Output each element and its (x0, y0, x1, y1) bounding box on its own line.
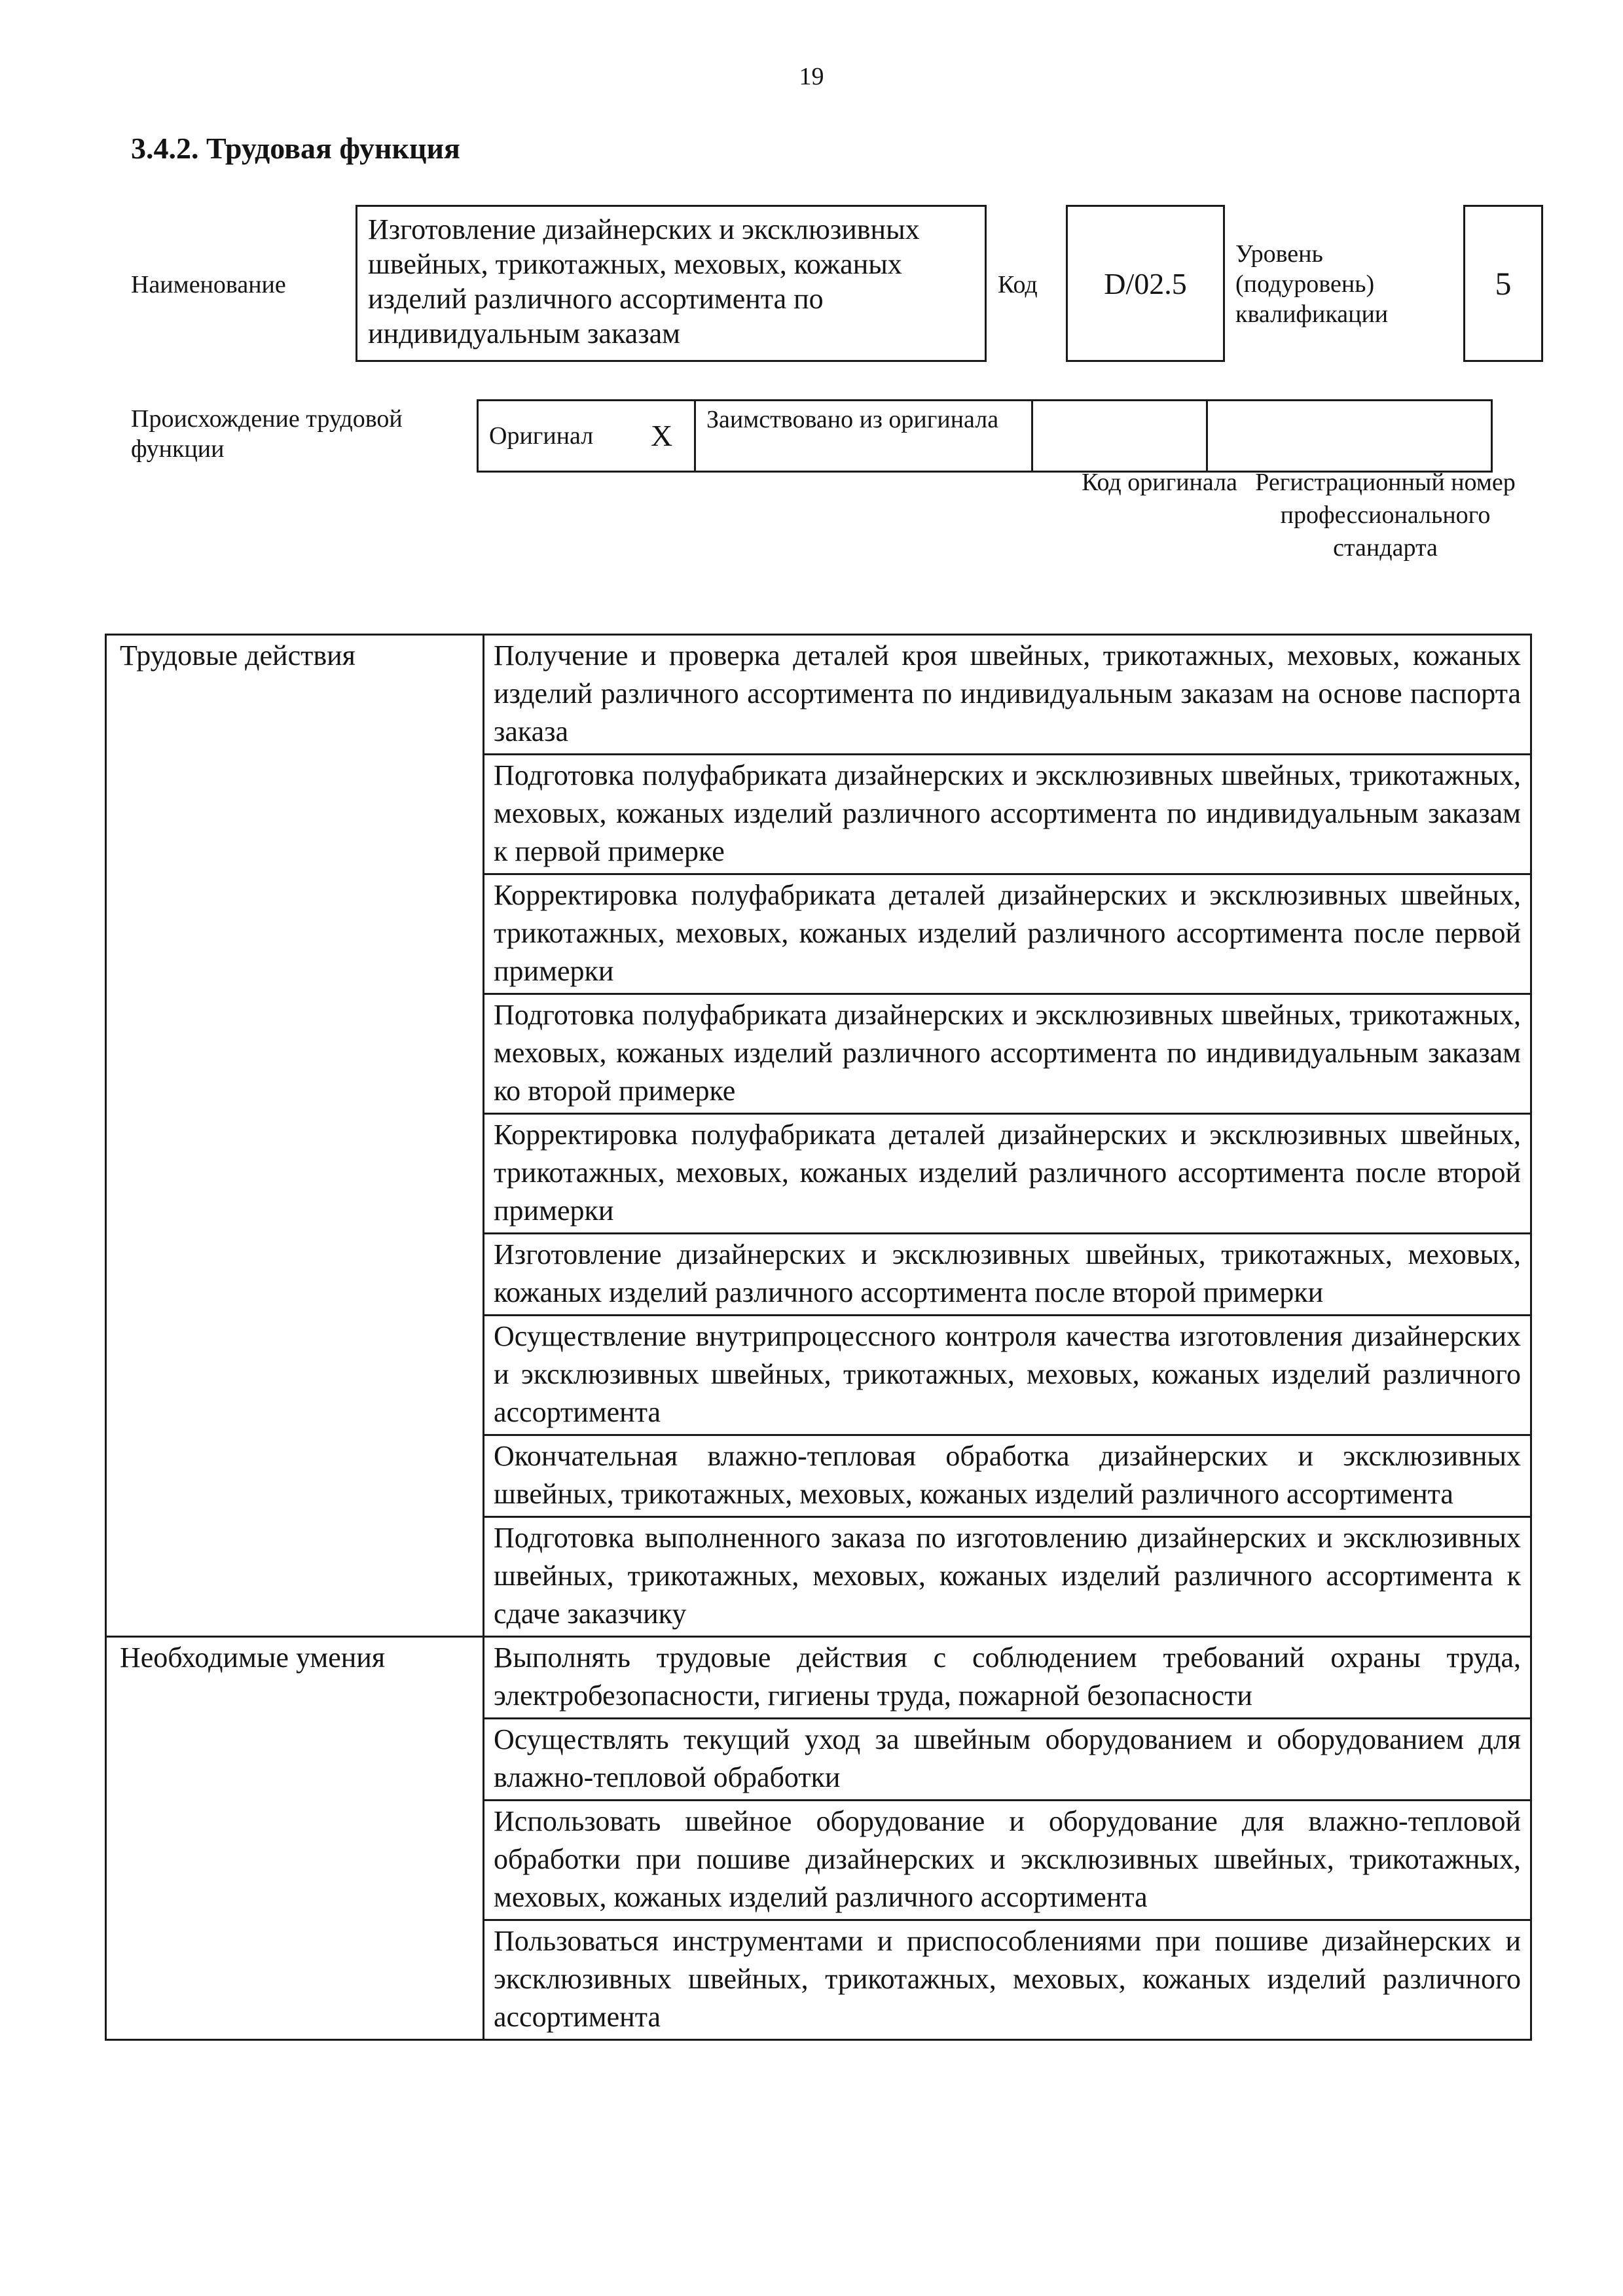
code-label: Код (998, 271, 1038, 298)
labor-actions-item: Корректировка полуфабриката деталей дизайнерских и эксклюзивных швейных, трикотажных, меховых, кожаных изделий различного ассортимента после второй примерки (484, 1114, 1531, 1234)
table-row (106, 635, 1531, 755)
code-box (1066, 205, 1225, 362)
required-skills-item: Пользоваться инструментами и приспособлениями при пошиве дизайнерских и эксклюзивных швейных, трикотажных, меховых, кожаных изделий различного ассортимента (484, 1920, 1531, 2040)
labor-actions-item: Подготовка выполненного заказа по изготовлению дизайнерских и эксклюзивных швейных, трикотажных, меховых, кожаных изделий различного ассортимента к сдаче заказчику (484, 1517, 1531, 1637)
level-value: 5 (1495, 265, 1512, 302)
level-box (1463, 205, 1543, 362)
required-skills-item: Использовать швейное оборудование и оборудование для влажно-тепловой обработки при пошиве дизайнерских и эксклюзивных швейных, трикотажных, меховых, кожаных изделий различного ассортимента (484, 1801, 1531, 1920)
original-code-cell (1032, 401, 1207, 472)
labor-actions-item: Окончательная влажно-тепловая обработка дизайнерских и эксклюзивных швейных, трикотажных, меховых, кожаных изделий различного ассортимента (484, 1435, 1531, 1517)
function-name: Изготовление дизайнерских и эксклюзивных швейных, трикотажных, меховых, кожаных изделий различного ассортимента по индивидуальным заказам (368, 213, 920, 350)
labor-actions-item: Осуществление внутрипроцессного контроля качества изготовления дизайнерских и эксклюзивных швейных, трикотажных, меховых, кожаных изделий различного ассортимента (484, 1316, 1531, 1435)
function-table (105, 634, 1532, 2041)
labor-actions-label: Трудовые действия (106, 635, 484, 1637)
original-mark-cell (640, 401, 695, 472)
required-skills-item: Выполнять трудовые действия с соблюдением требований охраны труда, электробезопасности, гигиены труда, пожарной безопасности (484, 1637, 1531, 1719)
origin-table (477, 399, 1493, 473)
regnum-caption: Регистрационный номер профессионального стандарта (1255, 469, 1516, 562)
labor-actions-item: Корректировка полуфабриката деталей дизайнерских и эксклюзивных швейных, трикотажных, меховых, кожаных изделий различного ассортимента после первой примерки (484, 874, 1531, 994)
code-value: D/02.5 (1104, 266, 1187, 300)
borrowed-cell (695, 401, 1032, 472)
regnum-cell (1207, 401, 1492, 472)
original-code-caption: Код оригинала (1082, 469, 1237, 496)
page-number: 19 (799, 63, 824, 90)
original-cell (478, 401, 641, 472)
original-mark: X (651, 419, 673, 452)
required-skills-item: Осуществлять текущий уход за швейным оборудованием и оборудованием для влажно-тепловой обработки (484, 1719, 1531, 1801)
origin-label: Происхождение трудовой функции (131, 405, 403, 463)
borrowed-label: Заимствовано из оригинала (706, 406, 999, 433)
original-label: Оригинал (489, 422, 594, 450)
function-name-box (356, 205, 987, 362)
labor-actions-item: Получение и проверка деталей кроя швейных, трикотажных, меховых, кожаных изделий различного ассортимента по индивидуальным заказам на основе паспорта заказа (484, 635, 1531, 755)
labor-actions-item: Изготовление дизайнерских и эксклюзивных швейных, трикотажных, меховых, кожаных изделий различного ассортимента после второй примерки (484, 1234, 1531, 1316)
section-title: 3.4.2. Трудовая функция (131, 132, 460, 165)
required-skills-label: Необходимые умения (106, 1637, 484, 2040)
labor-actions-item: Подготовка полуфабриката дизайнерских и эксклюзивных швейных, трикотажных, меховых, кожаных изделий различного ассортимента по индивидуальным заказам к первой примерке (484, 755, 1531, 874)
level-label: Уровень (подуровень) квалификации (1235, 240, 1389, 328)
labor-actions-item: Подготовка полуфабриката дизайнерских и эксклюзивных швейных, трикотажных, меховых, кожаных изделий различного ассортимента по индивидуальным заказам ко второй примерке (484, 994, 1531, 1114)
table-row (106, 1637, 1531, 1719)
name-label: Наименование (131, 271, 286, 298)
